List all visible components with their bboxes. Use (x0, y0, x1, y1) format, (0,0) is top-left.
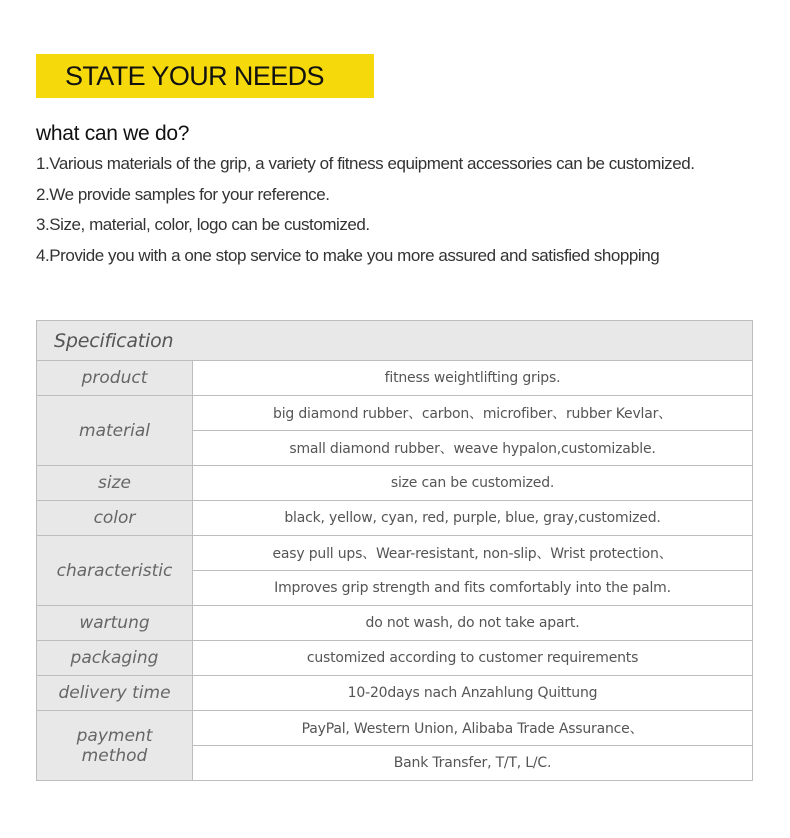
spec-value: Improves grip strength and fits comfortably into the palm. (193, 571, 753, 606)
spec-label: product (37, 361, 193, 396)
spec-value: easy pull ups、Wear-resistant, non-slip、Wrist protection、 (193, 536, 753, 571)
intro-line: 2.We provide samples for your reference. (36, 185, 330, 204)
spec-row-color (37, 501, 753, 536)
spec-row-wartung (37, 606, 753, 641)
spec-title: Specification (37, 321, 753, 361)
spec-label: packaging (37, 641, 193, 676)
spec-row-product (37, 361, 753, 396)
banner-title: STATE YOUR NEEDS (65, 60, 324, 91)
spec-value: small diamond rubber、weave hypalon,customizable. (193, 431, 753, 466)
spec-row-packaging (37, 641, 753, 676)
spec-value: size can be customized. (193, 466, 753, 501)
spec-row-material (37, 396, 753, 431)
spec-label: size (37, 466, 193, 501)
intro-line: 4.Provide you with a one stop service to make you more assured and satisfied shopping (36, 246, 660, 265)
section-banner (36, 54, 374, 98)
spec-row-size (37, 466, 753, 501)
spec-value: Bank Transfer, T/T, L/C. (193, 746, 753, 781)
specification-table (36, 320, 753, 781)
spec-label (37, 711, 193, 781)
spec-value: PayPal, Western Union, Alibaba Trade Assurance、 (193, 711, 753, 746)
spec-row-payment-method (37, 711, 753, 746)
intro-line: 1.Various materials of the grip, a variety of fitness equipment accessories can be customized. (36, 154, 695, 173)
spec-value: black, yellow, cyan, red, purple, blue, gray,customized. (193, 501, 753, 536)
intro-heading: what can we do? (36, 122, 190, 145)
spec-label-line: payment (76, 725, 153, 746)
spec-value: fitness weightlifting grips. (193, 361, 753, 396)
spec-label: delivery time (37, 676, 193, 711)
spec-label: characteristic (37, 536, 193, 606)
spec-row-characteristic (37, 536, 753, 571)
spec-row-delivery-time (37, 676, 753, 711)
spec-label: wartung (37, 606, 193, 641)
spec-label: material (37, 396, 193, 466)
spec-value: 10-20days nach Anzahlung Quittung (193, 676, 753, 711)
spec-value: do not wash, do not take apart. (193, 606, 753, 641)
spec-value: customized according to customer requirements (193, 641, 753, 676)
intro-line: 3.Size, material, color, logo can be customized. (36, 215, 370, 234)
spec-value: big diamond rubber、carbon、microfiber、rubber Kevlar、 (193, 396, 753, 431)
spec-label-line: method (81, 745, 148, 766)
spec-label: color (37, 501, 193, 536)
